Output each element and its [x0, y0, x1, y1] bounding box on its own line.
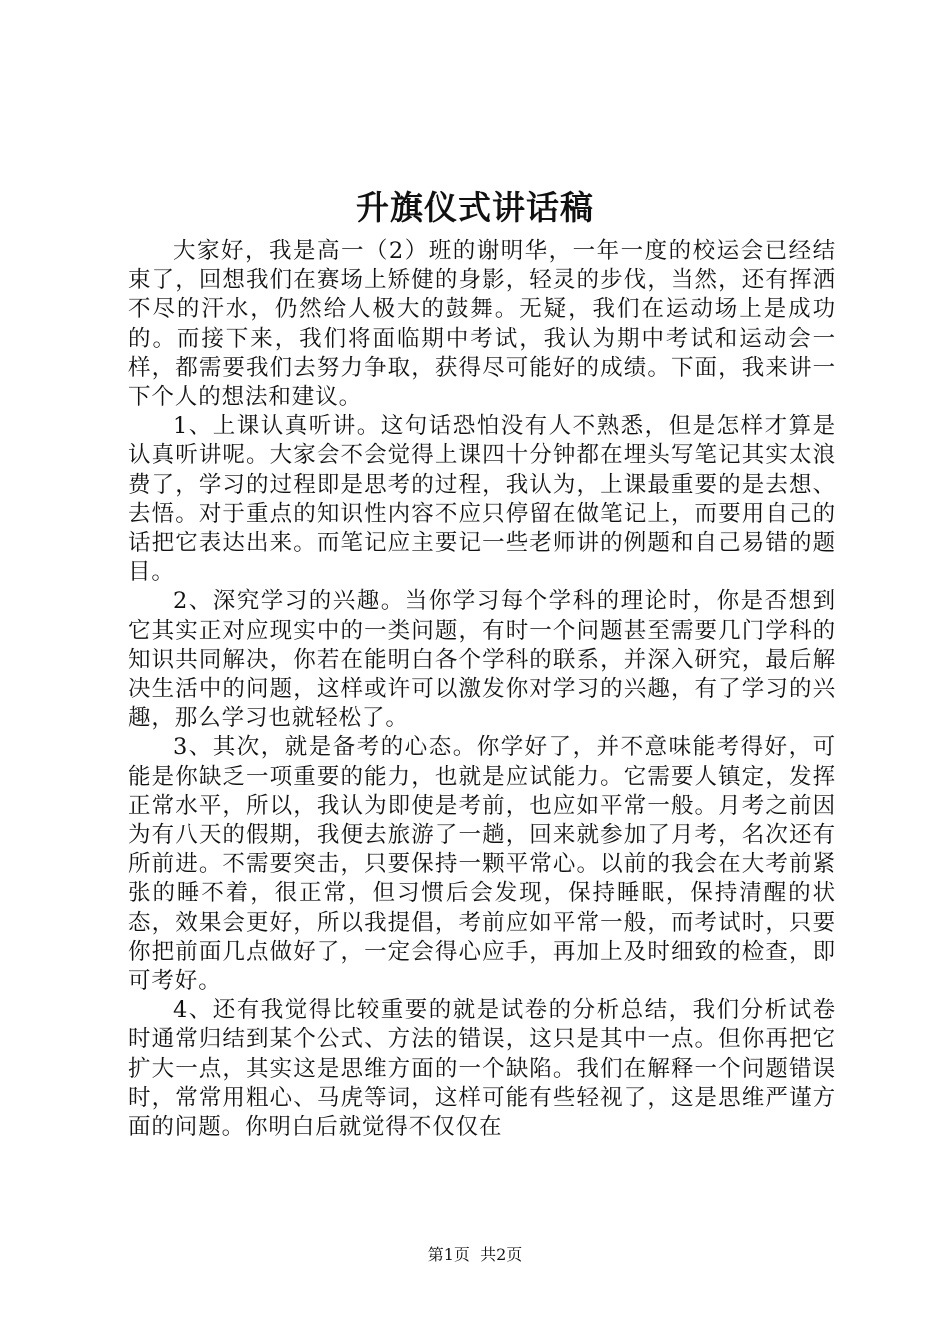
document-body [128, 237, 836, 1142]
paragraph-point-1: 1、上课认真听讲。这句话恐怕没有人不熟悉，但是怎样才算是认真听讲呢。大家会不会觉得上课四十分钟都在埋头写笔记其实太浪费了，学习的过程即是思考的过程，我认为，上课最重要的是去想、去悟。对于重点的知识性内容不应只停留在做笔记上，而要用自己的话把它表达出来。而笔记应主要记一些老师讲的例题和自己易错的题目。 [128, 413, 836, 586]
page-number: 第1页 [427, 1245, 470, 1264]
paragraph-point-2: 2、深究学习的兴趣。当你学习每个学科的理论时，你是否想到它其实正对应现实中的一类问题，有时一个问题甚至需要几门学科的知识共同解决，你若在能明白各个学科的联系，并深入研究，最后解决生活中的问题，这样或许可以激发你对学习的兴趣，有了学习的兴趣，那么学习也就轻松了。 [128, 588, 836, 732]
paragraph-point-4: 4、还有我觉得比较重要的就是试卷的分析总结，我们分析试卷时通常归结到某个公式、方法的错误，这只是其中一点。但你再把它扩大一点，其实这是思维方面的一个缺陷。我们在解释一个问题错误时，常常用粗心、马虎等词，这样可能有些轻视了，这是思维严谨方面的问题。你明白后就觉得不仅仅在 [128, 997, 836, 1141]
paragraph-point-3: 3、其次，就是备考的心态。你学好了，并不意味能考得好，可能是你缺乏一项重要的能力，也就是应试能力。它需要人镇定，发挥正常水平，所以，我认为即使是考前，也应如平常一般。月考之前因为有八天的假期，我便去旅游了一趟，回来就参加了月考，名次还有所前进。不需要突击，只要保持一颗平常心。以前的我会在大考前紧张的睡不着，很正常，但习惯后会发现，保持睡眠，保持清醒的状态，效果会更好，所以我提倡，考前应如平常一般，而考试时，只要你把前面几点做好了，一定会得心应手，再加上及时细致的检查，即可考好。 [128, 734, 836, 995]
paragraph-intro: 大家好，我是高一（2）班的谢明华，一年一度的校运会已经结束了，回想我们在赛场上矫健的身影，轻灵的步伐，当然，还有挥洒不尽的汗水，仍然给人极大的鼓舞。无疑，我们在运动场上是成功的。而接下来，我们将面临期中考试，我认为期中考试和运动会一样，都需要我们去努力争取，获得尽可能好的成绩。下面，我来讲一下个人的想法和建议。 [128, 238, 836, 411]
page-footer [0, 1244, 950, 1266]
document-title: 升旗仪式讲话稿 [356, 188, 594, 227]
page-total: 共2页 [480, 1245, 523, 1264]
